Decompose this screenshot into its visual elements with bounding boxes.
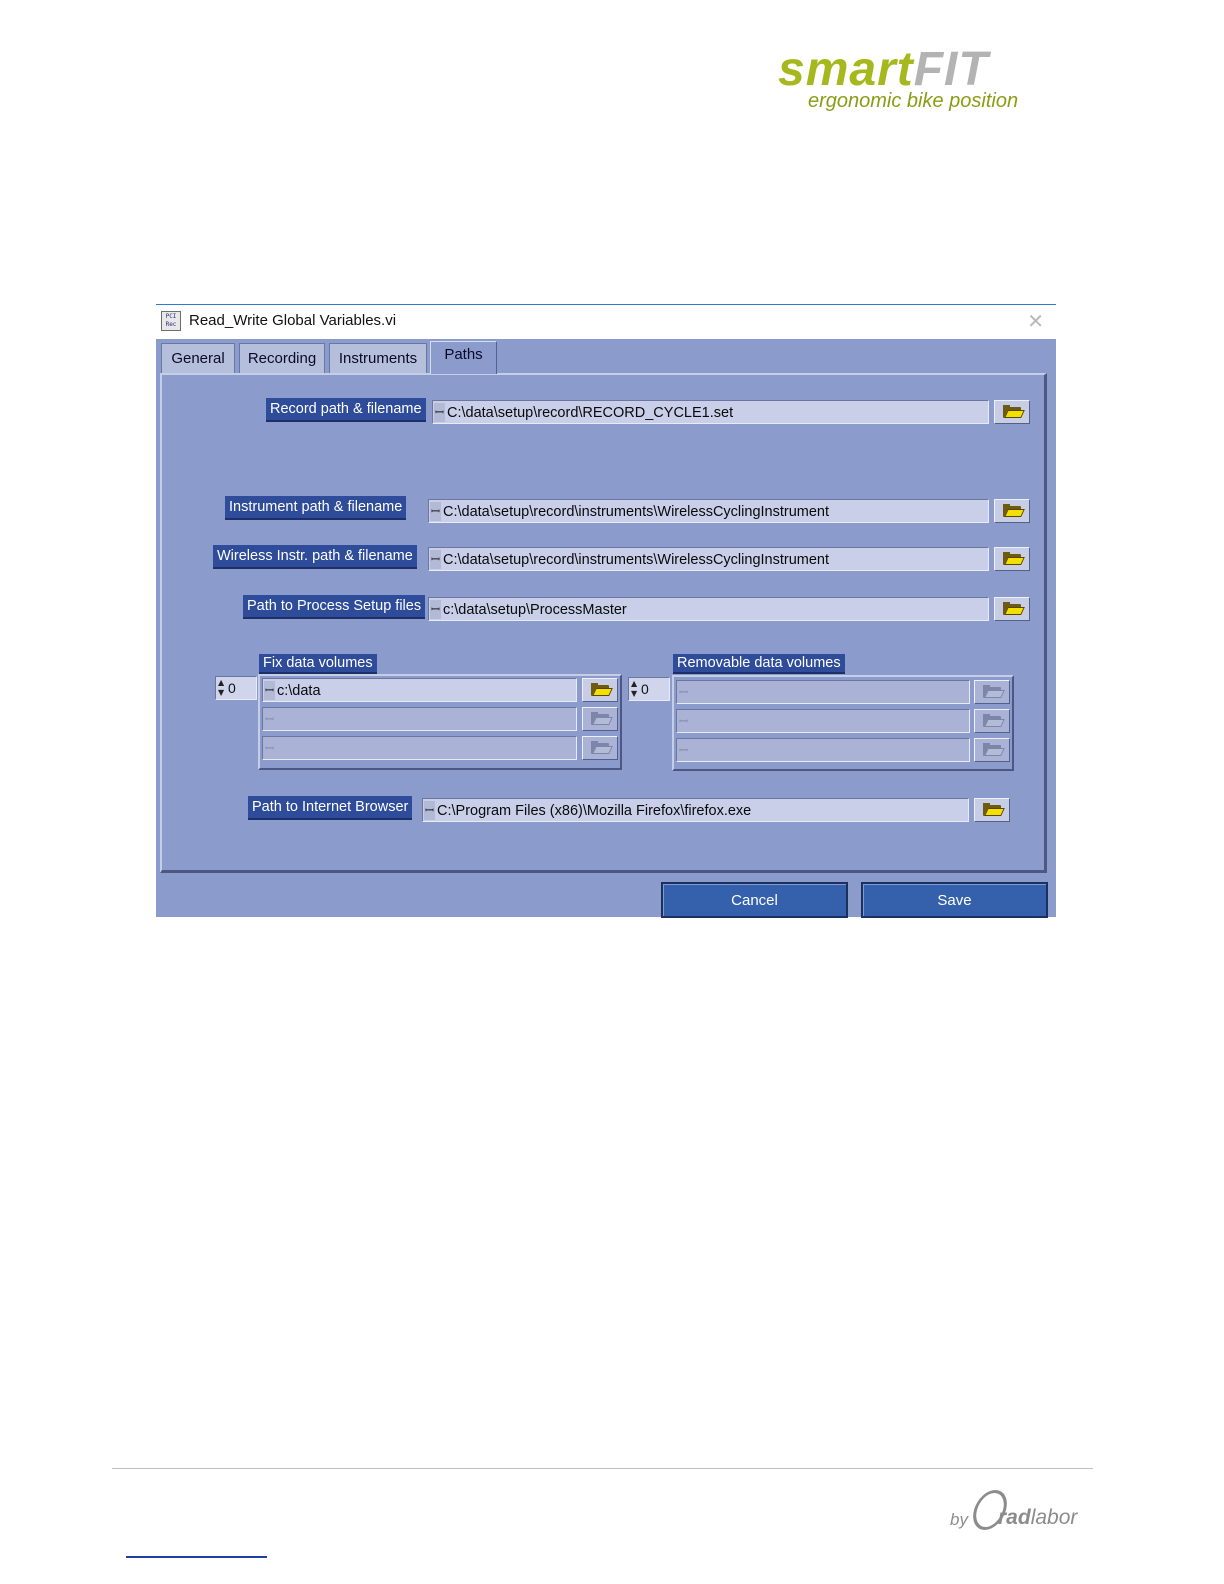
folder-open-icon bbox=[591, 684, 611, 697]
fix-volumes-list bbox=[258, 674, 622, 770]
folder-open-icon bbox=[591, 713, 611, 726]
fix-volume-browse-1[interactable] bbox=[582, 678, 618, 702]
instrument-browse-button[interactable] bbox=[994, 499, 1030, 523]
tab-instruments[interactable]: Instruments bbox=[329, 343, 427, 373]
removable-volume-browse-1[interactable] bbox=[974, 680, 1010, 704]
logo-smart: smart bbox=[778, 43, 914, 96]
folder-open-icon bbox=[1003, 505, 1023, 518]
path-icon: ꟷ bbox=[430, 600, 441, 619]
folder-open-icon bbox=[1003, 406, 1023, 419]
removable-volumes-list bbox=[672, 675, 1014, 771]
radlabor-labor: labor bbox=[1030, 1506, 1078, 1529]
removable-volume-field-1[interactable] bbox=[676, 680, 970, 704]
stepper-arrows-icon[interactable]: ▲ ▼ bbox=[218, 678, 225, 697]
logo-fit: FIT bbox=[913, 43, 989, 96]
wireless-path-value: C:\data\setup\record\instruments\WirelessCyclingInstrument bbox=[443, 552, 830, 568]
close-icon[interactable]: ✕ bbox=[1027, 309, 1044, 333]
process-path-field[interactable] bbox=[428, 597, 989, 621]
removable-volume-field-2[interactable] bbox=[676, 709, 970, 733]
paths-panel bbox=[160, 373, 1047, 873]
removable-volumes-index-stepper[interactable] bbox=[628, 677, 670, 701]
stepper-arrows-icon[interactable]: ▲ ▼ bbox=[631, 679, 638, 698]
radlabor-logo bbox=[950, 1486, 1100, 1536]
fix-volumes-label: Fix data volumes bbox=[259, 654, 377, 674]
radlabor-by: by bbox=[950, 1510, 968, 1529]
title-bar[interactable] bbox=[156, 305, 1056, 339]
removable-volumes-label: Removable data volumes bbox=[673, 654, 845, 674]
instrument-path-label: Instrument path & filename bbox=[225, 496, 406, 520]
removable-volume-browse-2[interactable] bbox=[974, 709, 1010, 733]
path-icon: ꟷ bbox=[678, 741, 689, 760]
record-browse-button[interactable] bbox=[994, 400, 1030, 424]
fix-volume-field-3[interactable] bbox=[262, 736, 577, 760]
path-icon: ꟷ bbox=[430, 550, 441, 569]
path-icon: ꟷ bbox=[264, 681, 275, 700]
footer-divider bbox=[112, 1468, 1093, 1469]
fix-volume-browse-3[interactable] bbox=[582, 736, 618, 760]
logo-tagline: ergonomic bike position bbox=[808, 90, 1019, 112]
fix-volume-field-2[interactable] bbox=[262, 707, 577, 731]
fix-volume-field-1[interactable] bbox=[262, 678, 577, 702]
window-title: Read_Write Global Variables.vi bbox=[189, 312, 397, 329]
wireless-path-label: Wireless Instr. path & filename bbox=[213, 545, 417, 569]
folder-open-icon bbox=[1003, 603, 1023, 616]
folder-open-icon bbox=[1003, 553, 1023, 566]
path-icon: ꟷ bbox=[264, 739, 275, 758]
tab-general[interactable]: General bbox=[161, 343, 235, 373]
wireless-path-field[interactable] bbox=[428, 547, 989, 571]
fix-volume-value-1: c:\data bbox=[277, 683, 321, 699]
fix-volume-browse-2[interactable] bbox=[582, 707, 618, 731]
process-path-label: Path to Process Setup files bbox=[243, 595, 425, 619]
tab-paths[interactable]: Paths bbox=[430, 341, 497, 374]
path-icon: ꟷ bbox=[264, 710, 275, 729]
path-icon: ꟷ bbox=[678, 683, 689, 702]
folder-open-icon bbox=[983, 715, 1003, 728]
removable-volume-browse-3[interactable] bbox=[974, 738, 1010, 762]
record-path-value: C:\data\setup\record\RECORD_CYCLE1.set bbox=[447, 405, 734, 421]
dialog-client-area bbox=[156, 339, 1056, 917]
browser-path-label: Path to Internet Browser bbox=[248, 796, 412, 820]
browser-browse-button[interactable] bbox=[974, 798, 1010, 822]
logo-wordmark bbox=[778, 43, 989, 96]
removable-volume-field-3[interactable] bbox=[676, 738, 970, 762]
footer-link-underline[interactable] bbox=[126, 1556, 267, 1558]
fix-volumes-index-value: 0 bbox=[228, 680, 236, 696]
wireless-browse-button[interactable] bbox=[994, 547, 1030, 571]
folder-open-icon bbox=[983, 686, 1003, 699]
record-path-label: Record path & filename bbox=[266, 398, 426, 422]
instrument-path-value: C:\data\setup\record\instruments\WirelessCyclingInstrument bbox=[443, 504, 830, 520]
path-icon: ꟷ bbox=[678, 712, 689, 731]
radlabor-rad: rad bbox=[998, 1506, 1031, 1529]
folder-open-icon bbox=[983, 804, 1003, 817]
path-icon: ꟷ bbox=[424, 801, 435, 820]
instrument-path-field[interactable] bbox=[428, 499, 989, 523]
process-path-value: c:\data\setup\ProcessMaster bbox=[443, 602, 627, 618]
dialog-window bbox=[156, 304, 1056, 916]
record-path-field[interactable] bbox=[432, 400, 989, 424]
folder-open-icon bbox=[983, 744, 1003, 757]
browser-path-value: C:\Program Files (x86)\Mozilla Firefox\firefox.exe bbox=[437, 803, 752, 819]
folder-open-icon bbox=[591, 742, 611, 755]
tab-recording[interactable]: Recording bbox=[239, 343, 325, 373]
smartfit-logo bbox=[778, 43, 1078, 116]
path-icon: ꟷ bbox=[434, 403, 445, 422]
cancel-button[interactable]: Cancel bbox=[661, 882, 848, 918]
radlabor-wordmark bbox=[998, 1506, 1077, 1530]
fix-volumes-index-stepper[interactable] bbox=[215, 676, 257, 700]
browser-path-field[interactable] bbox=[422, 798, 969, 822]
save-button[interactable]: Save bbox=[861, 882, 1048, 918]
process-browse-button[interactable] bbox=[994, 597, 1030, 621]
removable-volumes-index-value: 0 bbox=[641, 681, 649, 697]
labview-vi-icon: PCI Rec bbox=[161, 311, 181, 331]
path-icon: ꟷ bbox=[430, 502, 441, 521]
